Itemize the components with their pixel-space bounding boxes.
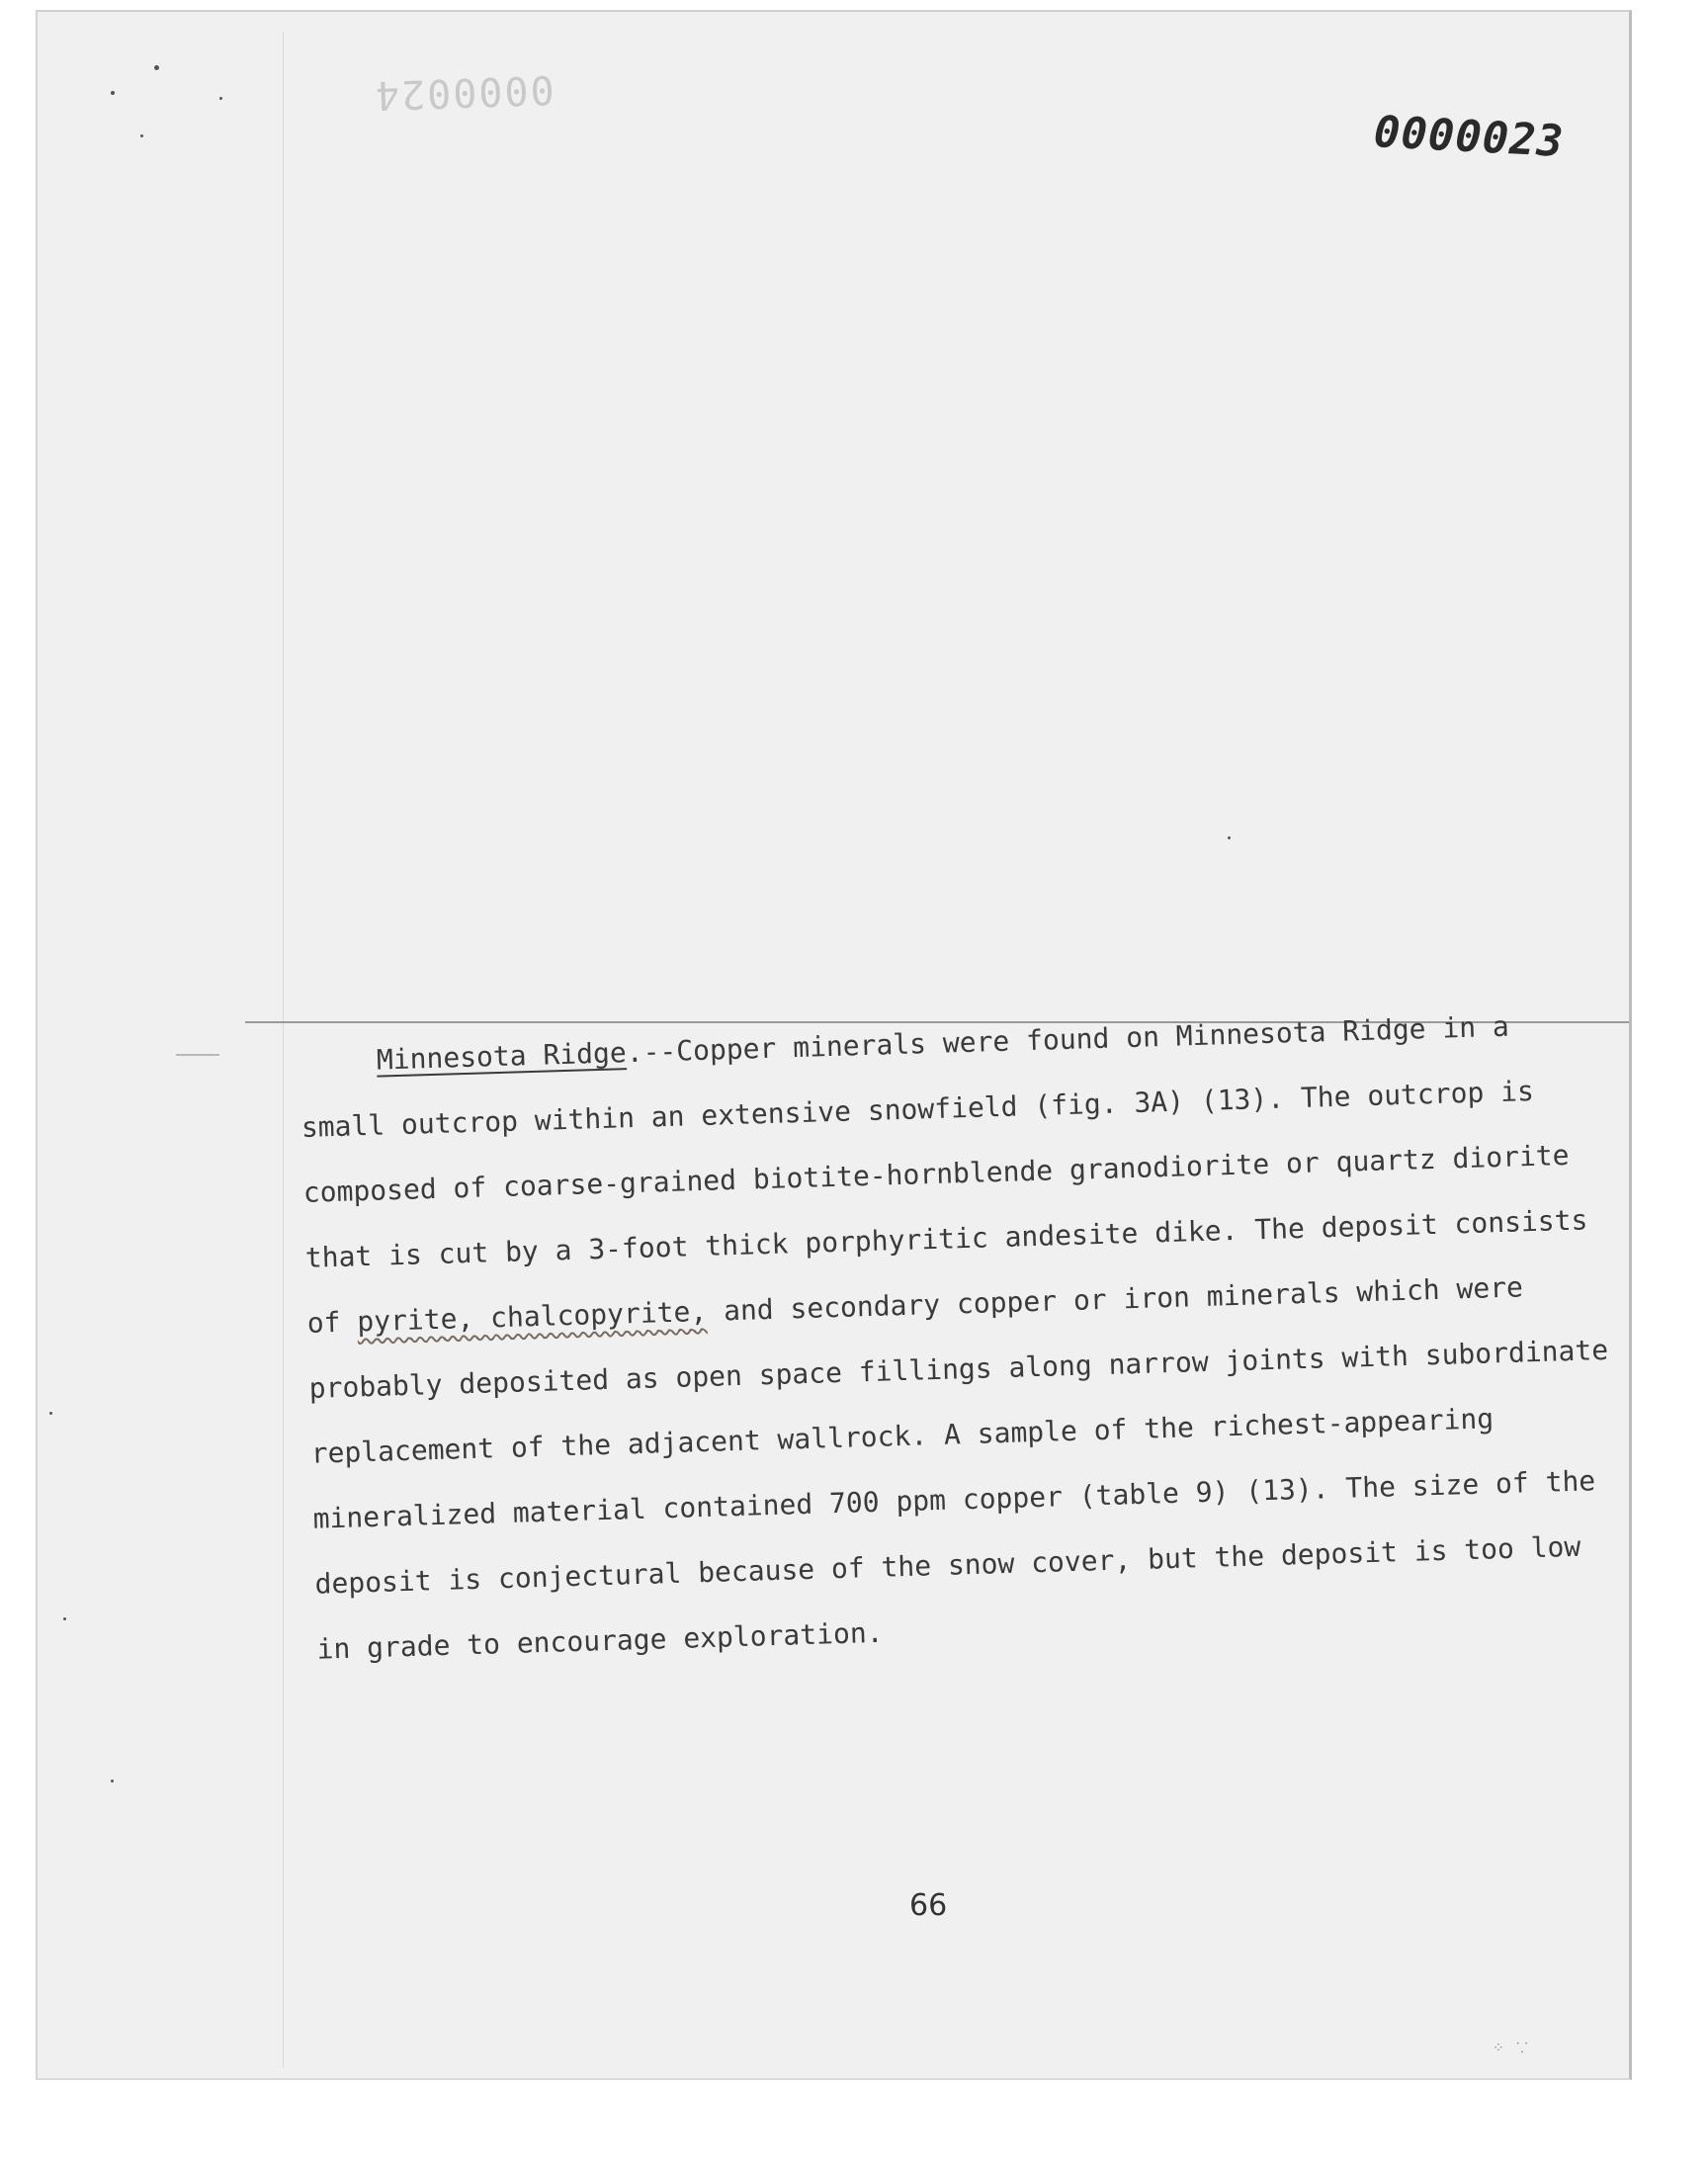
text-line: composed of coarse-grained biotite-hornblende granodiorite or quartz diorite (302, 1138, 1570, 1209)
text-line: deposit is conjectural because of the snow cover, but the deposit is too low (314, 1529, 1581, 1601)
line-text: .--Copper minerals were found on Minnesota Ridge in a (626, 1009, 1510, 1070)
fold-line (283, 32, 284, 2068)
margin-tick-mark (176, 1054, 219, 1056)
text-line: small outcrop within an extensive snowfield (fig. 3A) (13). The outcrop is (300, 1074, 1535, 1144)
line-text: and secondary copper or iron minerals which were (723, 1270, 1524, 1328)
text-line: in grade to encourage exploration. (316, 1615, 884, 1666)
speck (140, 134, 143, 137)
speck (49, 1412, 52, 1415)
document-stamp-number: 0000023 (1372, 107, 1566, 168)
speck (111, 91, 115, 95)
page-number: 66 (909, 1888, 948, 1923)
speck (219, 97, 222, 100)
ghost-stamp-number: 0000024 (373, 65, 555, 119)
text-line: probably deposited as open space fillings along narrow joints with subordinate (308, 1333, 1609, 1405)
text-line: that is cut by a 3-foot thick porphyritic andesite dike. The deposit consists (304, 1203, 1588, 1274)
minnesota-ridge-paragraph (299, 991, 1642, 1682)
text-line: mineralized material contained 700 ppm copper (table 9) (13). The size of the (312, 1464, 1596, 1535)
speck (111, 1780, 114, 1783)
section-heading: Minnesota Ridge (376, 1036, 628, 1077)
speck (1228, 836, 1231, 839)
line-lead: of (306, 1305, 358, 1340)
corner-scan-marks: ⁘ ⸪ (1493, 2041, 1532, 2056)
text-line: replacement of the adjacent wallrock. A sample of the richest-appearing (310, 1402, 1494, 1470)
speck (63, 1617, 66, 1620)
speck (154, 65, 159, 70)
pencil-underlined-minerals: pyrite, chalcopyrite, (356, 1294, 708, 1339)
